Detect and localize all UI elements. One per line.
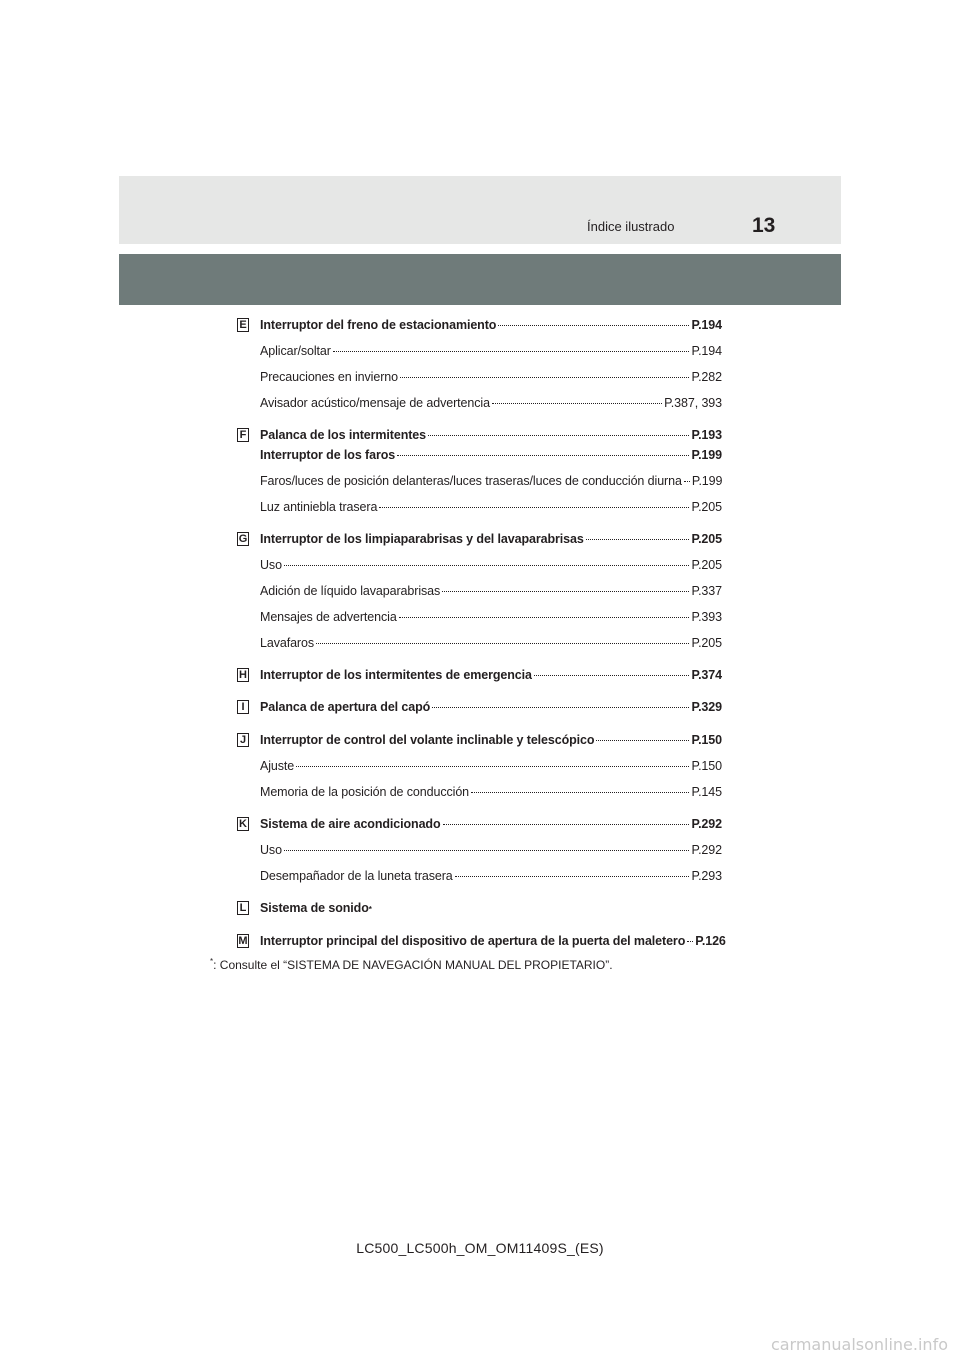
entry-page: P.194: [691, 318, 722, 332]
index-entry[interactable]: [260, 934, 726, 948]
entry-label: Adición de líquido lavaparabrisas: [260, 584, 441, 598]
entry-page: P.205: [691, 636, 722, 650]
index-subentry[interactable]: [260, 610, 722, 624]
dot-leader: [471, 792, 689, 793]
dot-leader: [428, 435, 689, 436]
watermark: carmanualsonline.info: [770, 1335, 948, 1354]
index-subentry[interactable]: [260, 785, 722, 799]
badge-k: K: [237, 817, 249, 831]
index-subentry[interactable]: [260, 843, 722, 857]
index-entry[interactable]: [260, 700, 722, 714]
entry-page: P.194: [691, 344, 722, 358]
header-band: [119, 176, 841, 244]
index-entry[interactable]: [260, 901, 372, 915]
entry-page: P.205: [691, 500, 722, 514]
badge-i: I: [237, 700, 249, 714]
entry-page: P.329: [691, 700, 722, 714]
index-subentry[interactable]: [260, 500, 722, 514]
index-subentry[interactable]: [260, 584, 722, 598]
entry-page: P.282: [691, 370, 722, 384]
badge-e: E: [237, 318, 249, 332]
entry-label: Palanca de apertura del capó: [260, 700, 431, 714]
entry-label: Uso: [260, 558, 282, 572]
index-entry[interactable]: [260, 448, 722, 462]
dot-leader: [498, 325, 689, 326]
entry-label: Interruptor de los intermitentes de emergencia: [260, 668, 532, 682]
page-number: 13: [752, 214, 776, 237]
dot-leader: [586, 539, 690, 540]
entry-label: Palanca de los intermitentes: [260, 428, 427, 442]
entry-page: P.374: [691, 668, 722, 682]
badge-g: G: [238, 533, 248, 545]
entry-page: P.193: [691, 428, 722, 442]
index-subentry[interactable]: [260, 474, 722, 488]
entry-label: Sistema de aire acondicionado: [260, 817, 441, 831]
index-entry[interactable]: [260, 733, 722, 747]
entry-page: P.292: [691, 843, 722, 857]
entry-label: Faros/luces de posición delanteras/luces traseras/luces de conducción diurna: [260, 474, 682, 488]
dot-leader: [296, 766, 689, 767]
index-subentry[interactable]: [260, 558, 722, 572]
dot-leader: [397, 455, 689, 456]
dot-leader: [379, 507, 689, 508]
index-entry[interactable]: [260, 817, 722, 831]
dot-leader: [687, 941, 693, 942]
entry-label: Desempañador de la luneta trasera: [260, 869, 453, 883]
index-subentry[interactable]: [260, 370, 722, 384]
entry-label: Luz antiniebla trasera: [260, 500, 378, 514]
entry-page: P.292: [691, 817, 722, 831]
entry-label: Avisador acústico/mensaje de advertencia: [260, 396, 490, 410]
index-entry[interactable]: [260, 532, 722, 546]
dot-leader: [432, 707, 689, 708]
dot-leader: [333, 351, 690, 352]
section-bar: [119, 254, 841, 305]
footnote-marker: *: [210, 957, 214, 966]
footnote-marker: *: [368, 905, 372, 914]
index-entry[interactable]: [260, 318, 722, 332]
entry-page: P.293: [691, 869, 722, 883]
entry-label: Interruptor de los limpiaparabrisas y del lavaparabrisas: [260, 532, 584, 546]
entry-label: Ajuste: [260, 759, 295, 773]
dot-leader: [443, 824, 690, 825]
dot-leader: [284, 850, 690, 851]
footnote: [210, 957, 613, 972]
entry-label: Aplicar/soltar: [260, 344, 331, 358]
entry-label: Lavafaros: [260, 636, 314, 650]
entry-label: Interruptor de los faros: [260, 448, 396, 462]
dot-leader: [684, 481, 690, 482]
index-entry[interactable]: [260, 428, 722, 442]
entry-page: P.387, 393: [664, 396, 722, 410]
entry-label: Interruptor de control del volante inclinable y telescópico: [260, 733, 595, 747]
dot-leader: [316, 643, 689, 644]
entry-page: P.199: [691, 474, 723, 488]
entry-page: P.393: [691, 610, 722, 624]
entry-label: Interruptor del freno de estacionamiento: [260, 318, 497, 332]
badge-m: M: [238, 935, 248, 947]
dot-leader: [400, 377, 689, 378]
dot-leader: [399, 617, 690, 618]
dot-leader: [442, 591, 689, 592]
entry-page: P.126: [695, 934, 726, 948]
entry-page: P.205: [691, 558, 722, 572]
entry-page: P.150: [691, 733, 722, 747]
index-subentry[interactable]: [260, 636, 722, 650]
index-subentry[interactable]: [260, 869, 722, 883]
dot-leader: [534, 675, 690, 676]
section-title: Índice ilustrado: [587, 219, 675, 234]
entry-label: Interruptor principal del dispositivo de apertura de la puerta del maletero: [260, 934, 686, 948]
entry-label: Uso: [260, 843, 282, 857]
index-subentry[interactable]: [260, 344, 722, 358]
entry-page: P.150: [691, 759, 722, 773]
entry-page: P.145: [691, 785, 722, 799]
entry-label: Mensajes de advertencia: [260, 610, 397, 624]
dot-leader: [284, 565, 690, 566]
dot-leader: [455, 876, 690, 877]
dot-leader: [492, 403, 662, 404]
entry-page: P.199: [691, 448, 722, 462]
entry-page: P.337: [691, 584, 722, 598]
document-code: LC500_LC500h_OM_OM11409S_(ES): [356, 1240, 604, 1256]
badge-l: L: [237, 901, 249, 915]
entry-label: Precauciones en invierno: [260, 370, 398, 384]
entry-page: P.205: [691, 532, 722, 546]
badge-f: F: [237, 428, 249, 442]
footnote-text: : Consulte el “SISTEMA DE NAVEGACIÓN MANUAL DEL PROPIETARIO”.: [213, 958, 613, 972]
index-subentry[interactable]: [260, 759, 722, 773]
index-entry[interactable]: [260, 668, 722, 682]
entry-label: Memoria de la posición de conducción: [260, 785, 470, 799]
badge-j: J: [237, 733, 249, 747]
dot-leader: [596, 740, 689, 741]
entry-label: Sistema de sonido: [260, 901, 369, 915]
badge-h: H: [237, 668, 249, 682]
index-subentry[interactable]: [260, 396, 722, 410]
